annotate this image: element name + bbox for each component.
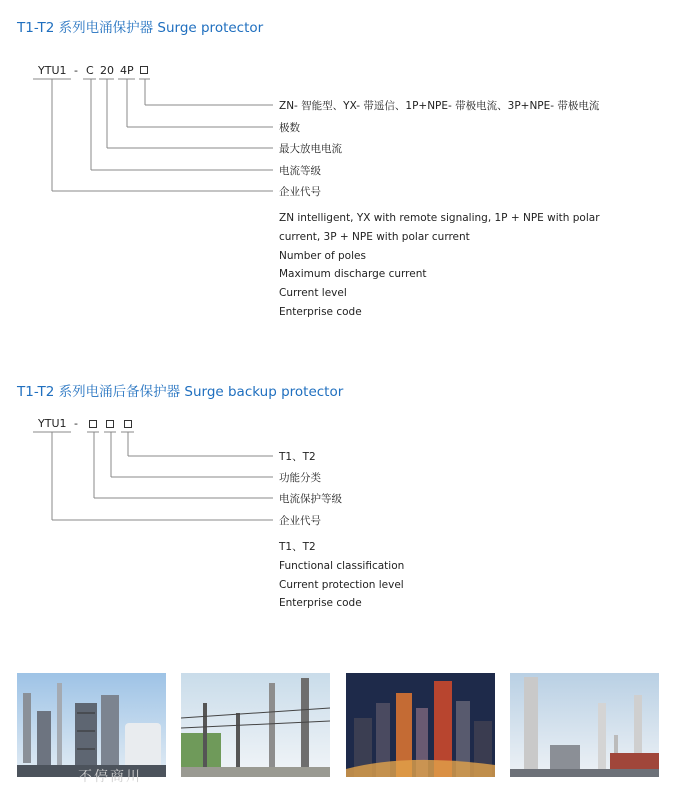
code-current: 20 (100, 64, 114, 77)
section2-title: T1-T2 系列电涌后备保护器 Surge backup protector (17, 384, 344, 400)
industrial-plant-photo (17, 673, 166, 777)
label2-t1t2: T1、T2 (279, 451, 316, 463)
power-plant-chimneys-photo (510, 673, 659, 777)
code2-dash: - (74, 417, 78, 430)
en-enterprise-code: Enterprise code (279, 305, 362, 318)
label-type: ZN- 智能型、YX- 带遥信、1P+NPE- 带极电流、3P+NPE- 带极电流 (279, 100, 600, 112)
en2-t1t2: T1、T2 (279, 541, 316, 553)
code2-prefix: YTU1 (38, 417, 67, 430)
code2-box-2 (106, 420, 114, 428)
en-type: ZN intelligent, YX with remote signaling, 1P + NPE with polar current, 3P + NPE with polar current (279, 212, 600, 243)
code-c: C (86, 64, 94, 77)
en-max-discharge: Maximum discharge current (279, 268, 427, 281)
en-current-level: Current level (279, 287, 347, 300)
en2-function: Functional classification (279, 559, 405, 572)
code-dash: - (74, 64, 78, 77)
label-enterprise-code: 企业代号 (279, 186, 321, 198)
code2-box-3 (124, 420, 132, 428)
label-poles: 极数 (279, 122, 300, 134)
section1-english-list (279, 209, 619, 322)
section2-english-list (279, 538, 404, 613)
substation-photo (181, 673, 330, 777)
code-poles: 4P (120, 64, 134, 77)
en-poles: Number of poles (279, 249, 366, 262)
section1-title: T1-T2 系列电涌保护器 Surge protector (17, 20, 264, 36)
label2-function: 功能分类 (279, 472, 321, 484)
label2-current-protection: 电流保护等级 (279, 493, 342, 505)
city-night-photo (346, 673, 495, 777)
en2-enterprise-code: Enterprise code (279, 597, 362, 610)
code2-box-1 (89, 420, 97, 428)
label2-enterprise-code: 企业代号 (279, 515, 321, 527)
en2-current-protection: Current protection level (279, 578, 404, 591)
label-max-discharge: 最大放电电流 (279, 143, 342, 155)
label-current-level: 电流等级 (279, 165, 321, 177)
watermark-text: 不停商川 (78, 769, 142, 785)
code-prefix: YTU1 (38, 64, 67, 77)
